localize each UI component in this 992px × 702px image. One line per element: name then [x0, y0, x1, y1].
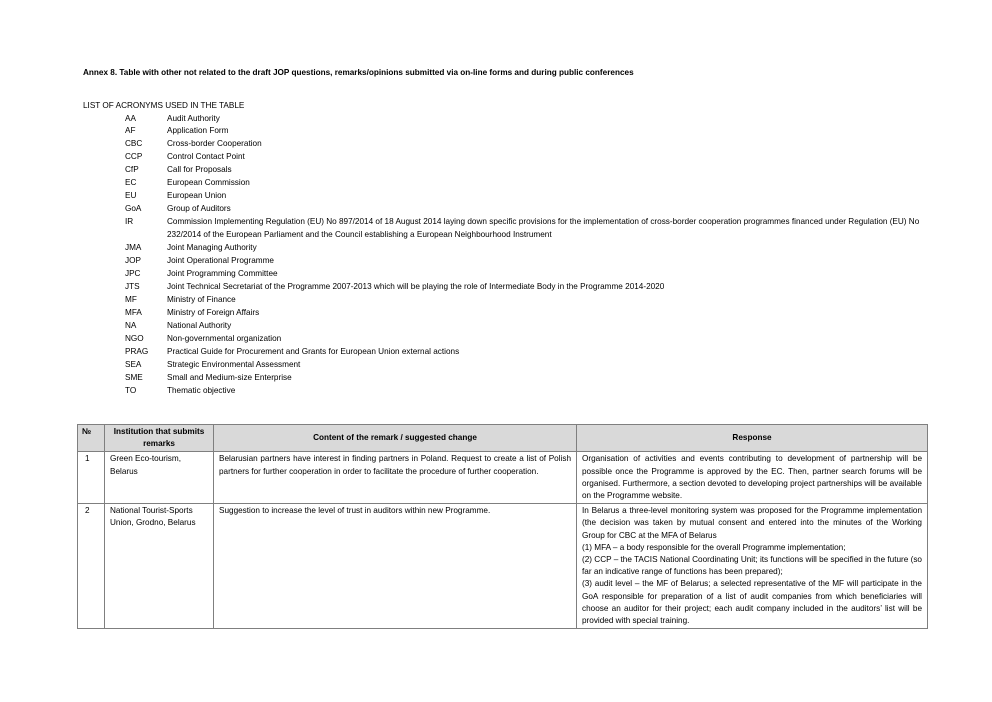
acronym-row: [125, 333, 925, 346]
acronym-code: NA: [125, 320, 137, 330]
response-paragraph: In Belarus a three-level monitoring system was proposed for the Programme implementation (the decision was taken by mutual consent and entered into the minutes of the Working Group for CBC at the MFA of Belarus: [582, 506, 922, 540]
acronym-row: [125, 359, 925, 372]
acronym-code: JPC: [125, 268, 141, 278]
row-institution: Green Eco-tourism, Belarus: [105, 452, 214, 504]
acronym-row: [125, 216, 925, 242]
header-content: Content of the remark / suggested change: [214, 425, 577, 452]
acronym-row: [125, 346, 925, 359]
acronym-code: CfP: [125, 165, 139, 175]
header-institution: Institution that submits remarks: [105, 425, 214, 452]
acronym-row: [125, 307, 925, 320]
acronym-definition: Joint Operational Programme: [167, 255, 274, 265]
acronym-code: PRAG: [125, 346, 149, 356]
acronym-code: SEA: [125, 359, 142, 369]
acronym-row: [125, 255, 925, 268]
acronym-definition: European Union: [167, 191, 227, 201]
acronym-row: [125, 177, 925, 190]
row-number: 1: [78, 452, 105, 504]
acronym-code: CBC: [125, 139, 143, 149]
row-response: [577, 452, 928, 504]
acronym-row: [125, 203, 925, 216]
response-paragraph: (2) CCP – the TACIS National Coordinating Unit; its functions will be specified in the future (so far an indicative range of functions has been prepared);: [582, 555, 922, 577]
acronym-definition: Non-governmental organization: [167, 333, 282, 343]
acronym-definition: Ministry of Finance: [167, 294, 236, 304]
acronym-code: SME: [125, 372, 143, 382]
annex-title: Annex 8. Table with other not related to the draft JOP questions, remarks/opinions submitted via on-line forms and during public conferences: [83, 68, 634, 77]
acronym-row: [125, 125, 925, 138]
acronym-code: MFA: [125, 307, 142, 317]
acronym-row: [125, 268, 925, 281]
acronyms-heading: LIST OF ACRONYMS USED IN THE TABLE: [83, 101, 245, 110]
header-number: №: [78, 425, 105, 452]
acronym-row: [125, 138, 925, 151]
acronym-definition: Commission Implementing Regulation (EU) No 897/2014 of 18 August 2014 laying down specific provisions for the implementation of cross-border cooperation programmes financed under Regulation (EU) No 232/2014 of the European Parliament and the Council establishing a European Neighbourhood Instrument: [167, 217, 920, 240]
row-institution: National Tourist-Sports Union, Grodno, Belarus: [105, 504, 214, 629]
acronym-code: NGO: [125, 333, 144, 343]
acronym-definition: European Commission: [167, 178, 250, 188]
acronym-definition: Cross-border Cooperation: [167, 139, 262, 149]
acronym-definition: Ministry of Foreign Affairs: [167, 307, 260, 317]
acronym-definition: Call for Proposals: [167, 165, 232, 175]
response-paragraph: Organisation of activities and events contributing to development of partnership will be possible once the Programme is approved by the EC. Then, partner search forums will be organised. Furthermore, a section devoted to developing project partnerships will be available on the Programme website.: [582, 454, 922, 501]
acronym-definition: Thematic objective: [167, 385, 236, 395]
acronym-definition: Audit Authority: [167, 113, 220, 123]
acronym-definition: Group of Auditors: [167, 204, 231, 214]
table-header-row: [78, 425, 928, 452]
row-number: 2: [78, 504, 105, 629]
acronym-definition: Practical Guide for Procurement and Grants for European Union external actions: [167, 346, 460, 356]
acronym-code: JOP: [125, 255, 141, 265]
acronym-code: GoA: [125, 204, 142, 214]
table-row: [78, 504, 928, 629]
acronym-code: EU: [125, 191, 137, 201]
header-response: Response: [577, 425, 928, 452]
table-row: [78, 452, 928, 504]
acronym-definition: Strategic Environmental Assessment: [167, 359, 301, 369]
acronym-definition: Small and Medium-size Enterprise: [167, 372, 292, 382]
acronym-row: [125, 151, 925, 164]
acronym-code: JMA: [125, 243, 142, 253]
response-paragraph: (3) audit level – the MF of Belarus; a selected representative of the MF will participate in the GoA responsible for preparation of a list of audit companies from which beneficiaries will choose an auditor for their project; each audit company included in the auditors’ list will be provided with special training.: [582, 579, 922, 626]
acronym-code: IR: [125, 217, 134, 227]
acronym-definition: Control Contact Point: [167, 152, 245, 162]
acronym-code: AF: [125, 126, 136, 136]
acronym-row: [125, 164, 925, 177]
acronym-definition: Joint Technical Secretariat of the Programme 2007-2013 which will be playing the role of Intermediate Body in the Programme 2014-2020: [167, 281, 665, 291]
response-paragraph: (1) MFA – a body responsible for the overall Programme implementation;: [582, 542, 846, 552]
acronym-row: [125, 372, 925, 385]
acronym-row: [125, 113, 925, 126]
acronym-code: MF: [125, 294, 137, 304]
acronym-row: [125, 385, 925, 398]
acronym-row: [125, 294, 925, 307]
acronym-code: EC: [125, 178, 137, 188]
row-content: Belarusian partners have interest in finding partners in Poland. Request to create a list of Polish partners for further cooperation in order to facilitate the procedure of further cooperation.: [214, 452, 577, 504]
acronym-definition: Application Form: [167, 126, 229, 136]
acronym-code: TO: [125, 385, 137, 395]
row-response: [577, 504, 928, 629]
acronym-row: [125, 242, 925, 255]
acronym-row: [125, 190, 925, 203]
acronyms-list: [125, 113, 925, 398]
acronym-definition: National Authority: [167, 320, 232, 330]
row-content: Suggestion to increase the level of trust in auditors within new Programme.: [214, 504, 577, 629]
acronym-definition: Joint Managing Authority: [167, 243, 257, 253]
acronym-definition: Joint Programming Committee: [167, 268, 278, 278]
acronym-code: CCP: [125, 152, 143, 162]
acronym-code: AA: [125, 113, 136, 123]
remarks-table: [77, 424, 928, 629]
acronym-row: [125, 281, 925, 294]
acronym-row: [125, 320, 925, 333]
acronym-code: JTS: [125, 281, 140, 291]
